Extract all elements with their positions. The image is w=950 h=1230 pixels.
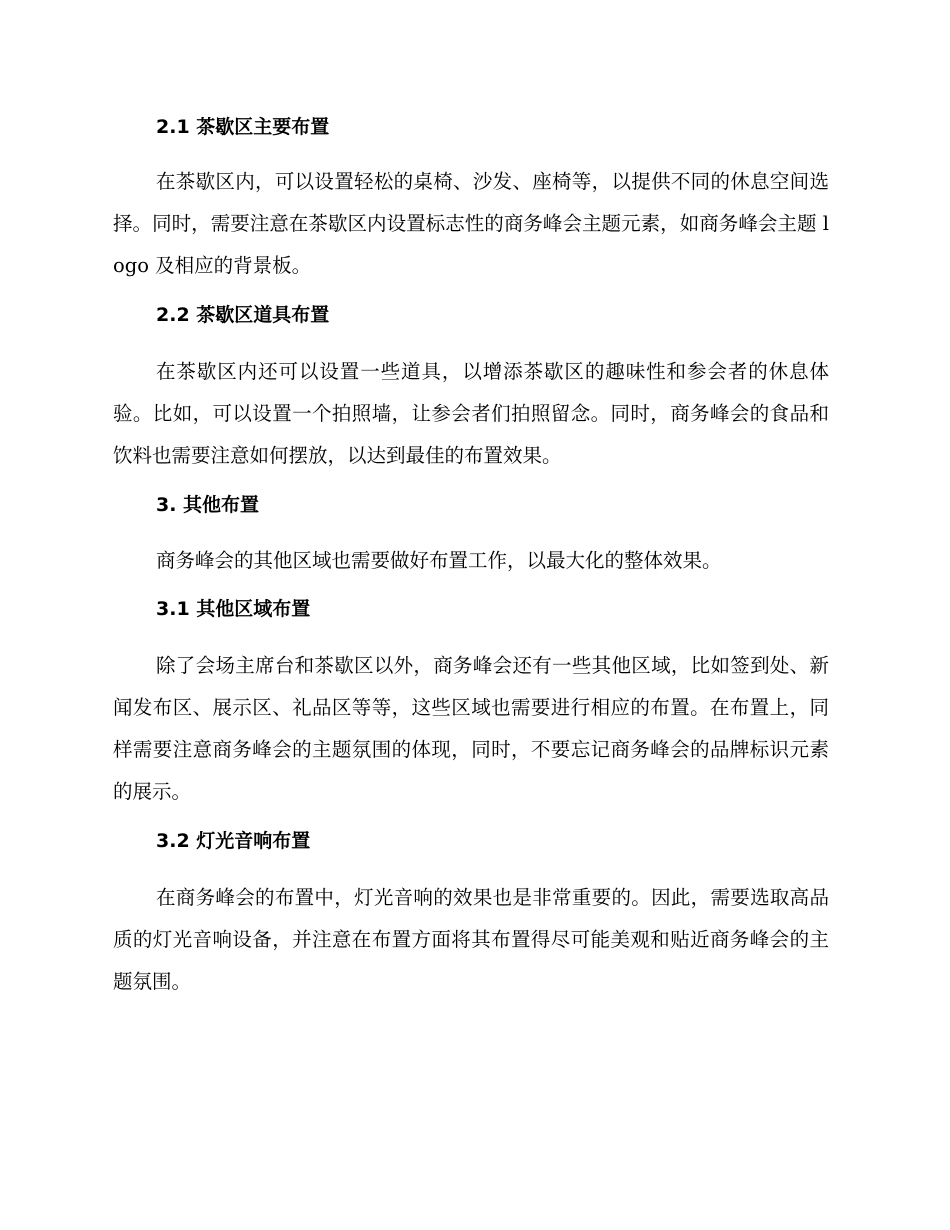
section-heading-3-2: 3.2 灯光音响布置: [156, 830, 311, 852]
section-paragraph-2-1: 在茶歇区内，可以设置轻松的桌椅、沙发、座椅等，以提供不同的休息空间选择。同时，需要注意在茶歇区内设置标志性的商务峰会主题元素，如商务峰会主题 logo 及相应的背景板。: [113, 170, 829, 277]
section-paragraph-2-2: 在茶歇区内还可以设置一些道具，以增添茶歇区的趣味性和参会者的休息体验。比如，可以设置一个拍照墙，让参会者们拍照留念。同时，商务峰会的食品和饮料也需要注意如何摆放，以达到最佳的布置效果。: [113, 360, 829, 467]
document-body: [113, 108, 829, 1003]
section-paragraph-3-2: 在商务峰会的布置中，灯光音响的效果也是非常重要的。因此，需要选取高品质的灯光音响设备，并注意在布置方面将其布置得尽可能美观和贴近商务峰会的主题氛围。: [113, 886, 829, 993]
section-heading-3-1: 3.1 其他区域布置: [156, 598, 311, 620]
section-heading-2-1: 2.1 茶歇区主要布置: [156, 116, 330, 138]
section-heading-2-2: 2.2 茶歇区道具布置: [156, 304, 330, 326]
section-paragraph-3-1: 除了会场主席台和茶歇区以外，商务峰会还有一些其他区域，比如签到处、新闻发布区、展示区、礼品区等等，这些区域也需要进行相应的布置。在布置上，同样需要注意商务峰会的主题氛围的体现，同时，不要忘记商务峰会的品牌标识元素的展示。: [113, 654, 829, 803]
section-heading-3: 3. 其他布置: [156, 494, 260, 516]
section-paragraph-3: 商务峰会的其他区域也需要做好布置工作，以最大化的整体效果。: [156, 549, 722, 572]
